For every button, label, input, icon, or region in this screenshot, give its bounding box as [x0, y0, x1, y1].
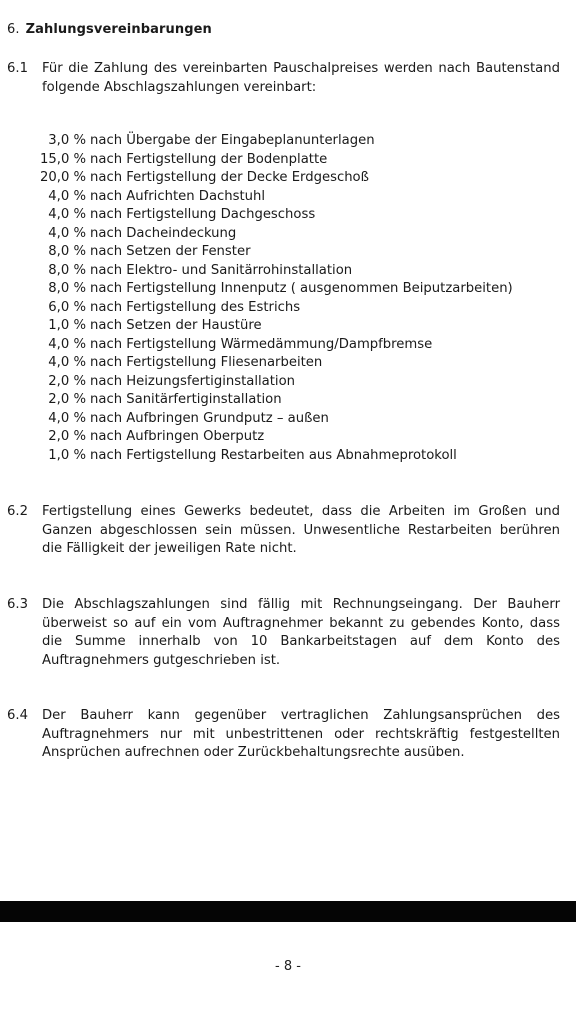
rate-percent: 6,0 % — [48, 299, 86, 315]
list-item — [40, 225, 513, 244]
paragraph-6-3 — [7, 596, 560, 670]
rate-percent: 4,0 % — [48, 410, 86, 426]
rate-description: nach Sanitärfertiginstallation — [90, 392, 282, 407]
rate-percent: 4,0 % — [48, 188, 86, 204]
paragraph-6-4 — [7, 707, 560, 763]
list-item — [40, 354, 513, 373]
section-title: Zahlungsvereinbarungen — [25, 22, 212, 37]
list-item — [40, 188, 513, 207]
list-item — [40, 169, 513, 188]
rate-percent: 8,0 % — [48, 281, 86, 296]
paragraph-number: 6.4 — [7, 708, 28, 723]
rate-description: nach Fertigstellung Dachgeschoss — [90, 207, 316, 222]
list-item — [40, 447, 513, 466]
rate-description: nach Fertigstellung der Decke Erdgeschoß — [90, 170, 369, 185]
list-item — [40, 317, 513, 336]
list-item — [40, 428, 513, 447]
paragraph-text: Die Abschlagszahlungen sind fällig mit Rechnungseingang. Der Bauherr überweist so auf ein vom Auftragnehmer bekannt zu gebendes Konto, dass die Summe innerhalb von 10 Bankarbeitstagen auf dem Konto des Auftragnehmers gutgeschrieben ist. — [42, 597, 560, 668]
paragraph-text: Fertigstellung eines Gewerks bedeutet, dass die Arbeiten im Großen und Ganzen abgeschlossen sein müssen. Unwesentliche Restarbeiten berühren die Fälligkeit der jeweiligen Rate nicht. — [42, 504, 560, 556]
rate-percent: 2,0 % — [48, 392, 86, 407]
section-heading — [7, 22, 212, 37]
rate-percent: 8,0 % — [48, 244, 86, 259]
rate-percent: 4,0 % — [48, 207, 86, 222]
rate-description: nach Fertigstellung Wärmedämmung/Dampfbremse — [90, 336, 433, 352]
rate-percent: 1,0 % — [48, 318, 86, 333]
list-item — [40, 243, 513, 262]
list-item — [40, 336, 513, 355]
rate-percent: 2,0 % — [48, 373, 86, 389]
rate-description: nach Dacheindeckung — [90, 225, 237, 241]
rate-description: nach Fertigstellung des Estrichs — [90, 299, 301, 315]
rate-description: nach Fertigstellung Restarbeiten aus Abnahmeprotokoll — [90, 447, 457, 463]
list-item — [40, 373, 513, 392]
list-item — [40, 391, 513, 410]
rate-percent: 1,0 % — [48, 447, 86, 463]
paragraph-6-1 — [7, 60, 560, 97]
rate-percent: 4,0 % — [48, 355, 86, 370]
rate-percent: 20,0 % — [40, 170, 87, 185]
paragraph-text: Für die Zahlung des vereinbarten Pauschalpreises werden nach Bautenstand folgende Abschlagszahlungen vereinbart: — [42, 61, 560, 95]
rate-percent: 15,0 % — [40, 151, 87, 167]
rate-percent: 2,0 % — [48, 429, 86, 444]
rate-percent: 8,0 % — [48, 262, 86, 278]
page-number: - 8 - — [275, 959, 301, 974]
rate-description: nach Fertigstellung Fliesenarbeiten — [90, 355, 323, 370]
payment-schedule-list — [40, 132, 513, 465]
page-divider-bar — [0, 901, 576, 922]
paragraph-text: Der Bauherr kann gegenüber vertraglichen Zahlungsansprüchen des Auftragnehmers nur mit unbestrittenen oder rechtskräftig festgestellten Ansprüchen aufrechnen oder Zurückbehaltungsrechte ausüben. — [42, 708, 560, 760]
list-item — [40, 132, 513, 151]
rate-description: nach Aufbringen Grundputz – außen — [90, 410, 329, 426]
rate-description: nach Fertigstellung Innenputz ( ausgenommen Beiputzarbeiten) — [90, 281, 513, 296]
list-item — [40, 410, 513, 429]
rate-description: nach Setzen der Fenster — [90, 244, 251, 259]
paragraph-6-2 — [7, 503, 560, 559]
rate-description: nach Aufrichten Dachstuhl — [90, 188, 266, 204]
rate-description: nach Fertigstellung der Bodenplatte — [90, 151, 328, 167]
rate-description: nach Aufbringen Oberputz — [90, 429, 265, 444]
rate-description: nach Übergabe der Eingabeplanunterlagen — [90, 133, 375, 148]
list-item — [40, 299, 513, 318]
rate-description: nach Heizungsfertiginstallation — [90, 373, 296, 389]
paragraph-number: 6.3 — [7, 597, 28, 612]
list-item — [40, 280, 513, 299]
rate-percent: 4,0 % — [48, 225, 86, 241]
rate-description: nach Elektro- und Sanitärrohinstallation — [90, 262, 353, 278]
paragraph-number: 6.1 — [7, 61, 28, 76]
section-number: 6. — [7, 22, 20, 37]
list-item — [40, 262, 513, 281]
rate-percent: 4,0 % — [48, 336, 86, 352]
list-item — [40, 206, 513, 225]
rate-percent: 3,0 % — [48, 133, 86, 148]
paragraph-number: 6.2 — [7, 504, 28, 519]
list-item — [40, 151, 513, 170]
rate-description: nach Setzen der Haustüre — [90, 318, 262, 333]
